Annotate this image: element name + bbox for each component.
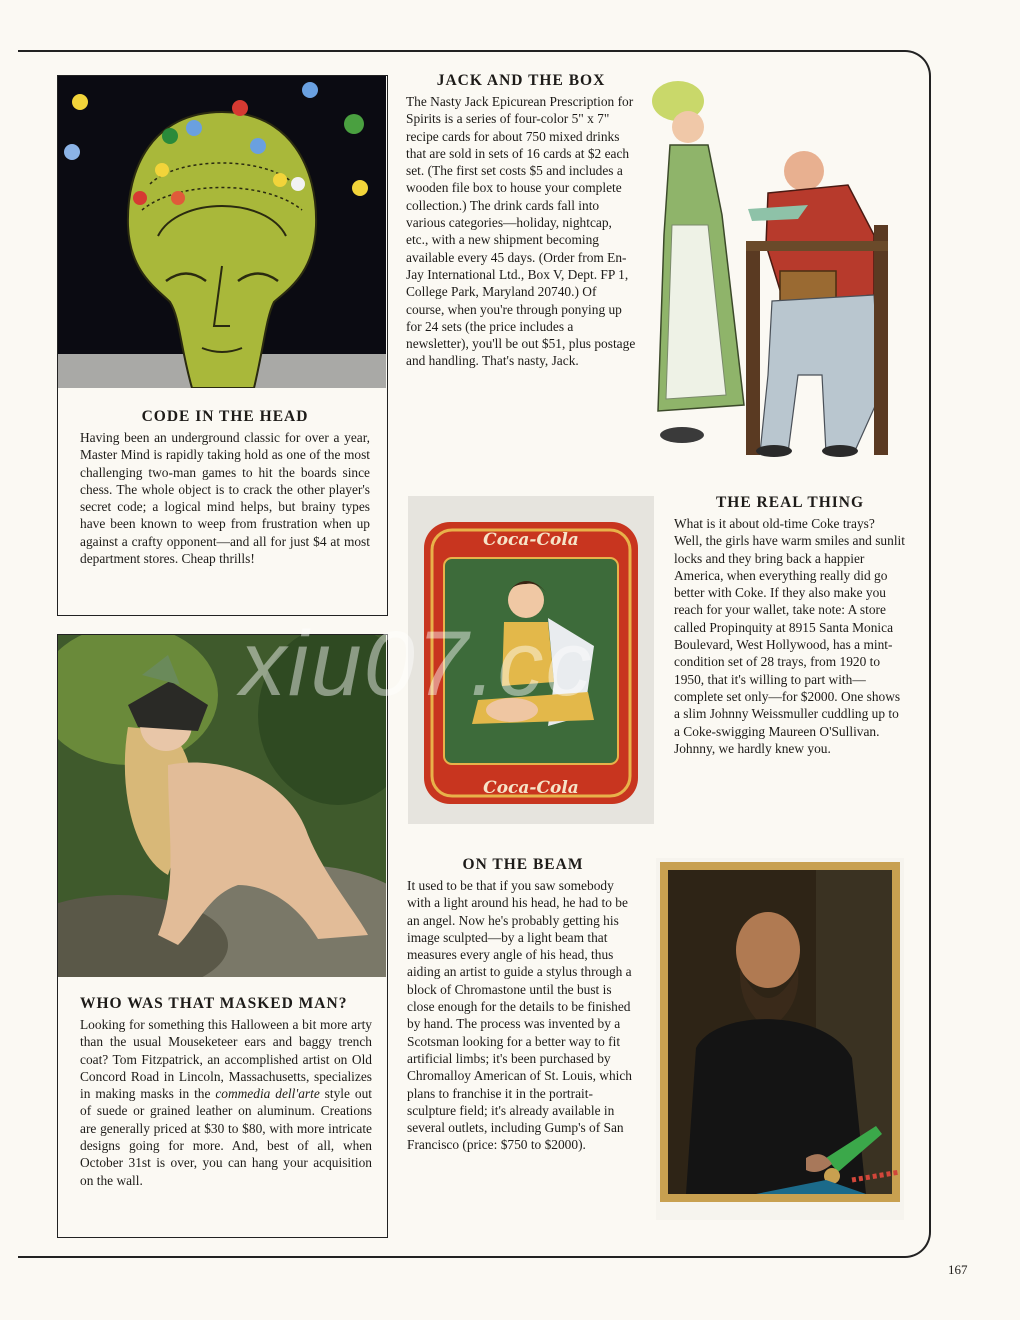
on-the-beam-title: ON THE BEAM bbox=[462, 856, 584, 873]
maid-and-gentleman-illustration bbox=[648, 75, 910, 457]
the-real-thing-title: THE REAL THING bbox=[715, 494, 865, 511]
michelangelo-portrait-painting bbox=[656, 858, 904, 1220]
jack-and-the-box-body: The Nasty Jack Epicurean Prescription for Spirits is a series of four-color 5" x 7" recipe cards for about 750 mixed drinks that are sold in sets of 16 cards at $2 each set. (The first set costs $5 and includes a wooden file box to house your complete collection.) The drink cards fall into various categories—holiday, nightcap, etc., with a new shipment becoming available every 45 days. (Order from En-Jay International Ltd., Box V, Dept. FP 1, College Park, Maryland 20740.) Of course, when you're through ponying up for 24 sets (the price includes a newsletter), you'll be out $51, plus postage and handling. That's nasty, Jack. bbox=[406, 94, 636, 369]
code-in-the-head-box bbox=[57, 75, 388, 616]
masked-man-body-italic: commedia dell'arte bbox=[215, 1086, 320, 1102]
code-in-the-head-title: CODE IN THE HEAD bbox=[141, 408, 309, 425]
masked-woman-photo bbox=[58, 635, 386, 977]
jack-and-the-box-title: JACK AND THE BOX bbox=[436, 72, 606, 89]
watermark-text: xiu07.cc bbox=[240, 613, 594, 715]
masked-man-body-part-1: Looking for something this Halloween a bit more arty than the usual Mouseketeer ears and baggy trench coat? Tom Fitzpatrick, an accomplished artist on Old Concord Road in Lincoln, Massachusetts, specializes in making masks in the bbox=[80, 1017, 372, 1102]
the-real-thing-body: What is it about old-time Coke trays? Well, the girls have warm smiles and sunlit locks and they bring back a happier America, when everything really did go better with Coke. If they also make you reach for your wallet, take note: A store called Propinquity at 8915 Santa Monica Boulevard, West Hollywood, has a mint-condition set of 28 trays, from 1920 to 1950, that it's willing to part with—complete set only—for $2000. One shows a slim Johnny Weissmuller cuddling up to a Coke-swigging Maureen O'Sullivan. Johnny, we hardly knew you. bbox=[674, 516, 905, 756]
code-in-the-head-body: Having been an underground classic for over a year, Master Mind is rapidly taking hold as one of the most challenging two-man games to hit the boards since chess. The whole object is to crack the other player's secret code; a logical mind helps, but brainy types have been known to weep from frustration when up against a crafty opponent—and all for just $4 at most department stores. Cheap thrills! bbox=[80, 430, 370, 567]
page-number: 167 bbox=[948, 1262, 968, 1277]
master-mind-head-illustration bbox=[58, 76, 386, 388]
masked-man-title: WHO WAS THAT MASKED MAN? bbox=[80, 995, 348, 1012]
masked-man-body bbox=[80, 1016, 372, 1189]
tray-logo-bottom: Coca-Cola bbox=[483, 778, 579, 798]
masked-man-body-part-2: style out of suede or grained leather on aluminum. Creations are generally priced at $30 to $80, with more intricate designs going for more. And, best of all, when October 31st is over, you can hang your acquisition on the wall. bbox=[80, 1086, 372, 1188]
masked-man-box bbox=[57, 634, 388, 1238]
tray-logo-top: Coca-Cola bbox=[483, 530, 579, 550]
on-the-beam-body: It used to be that if you saw somebody with a light around his head, he had to be an angel. Now he's probably getting his image sculpted—by a light beam that measures every angle of his head, thus aiding an artist to guide a stylus through a block of Chromastone until the bust is close enough for the details to be finished by hand. The process was invented by a Scotsman looking for a better way to fit artificial limbs; it's been purchased by Chromalloy American of St. Louis, which plans to franchise it in the portrait-sculpture field; it's already available in several outlets, including Gump's of San Francisco (price: $750 to $2000). bbox=[407, 878, 633, 1153]
coke-tray-photo bbox=[408, 496, 654, 824]
